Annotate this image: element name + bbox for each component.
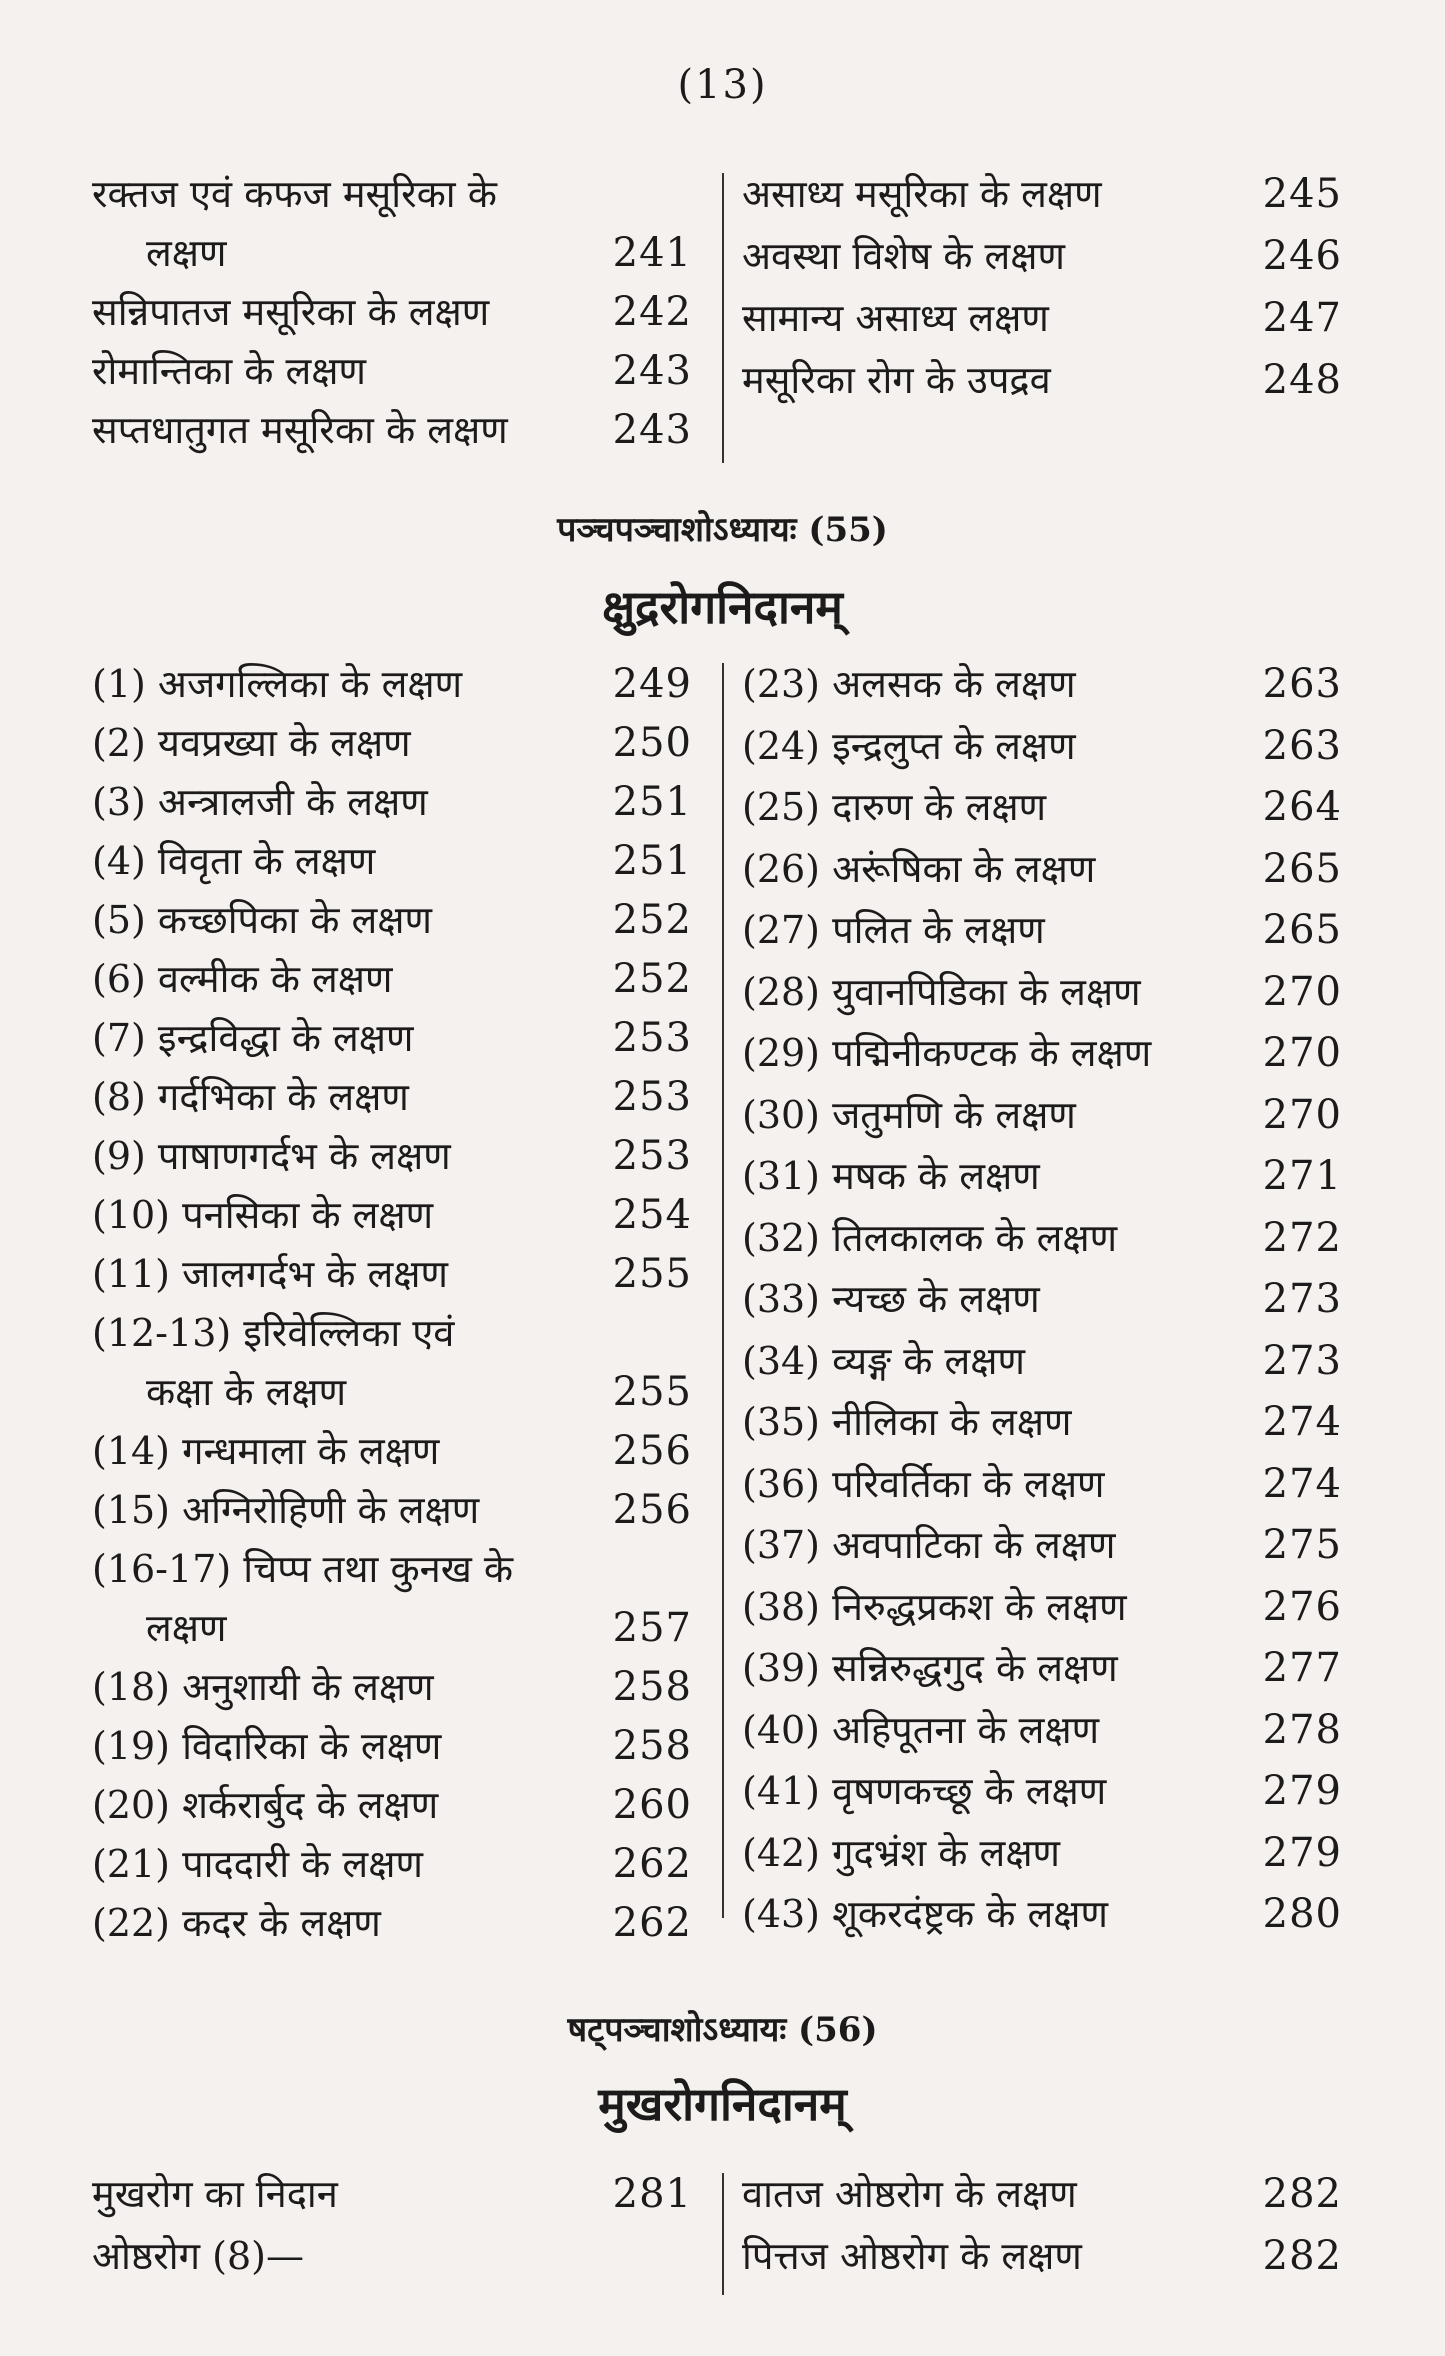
toc-entry <box>742 1086 1342 1148</box>
toc-entry <box>92 832 692 891</box>
toc-entry-page: 241 <box>612 230 692 276</box>
toc-entry-title: (3) अन्त्रालजी के लक्षण <box>92 780 428 824</box>
toc-entry <box>742 1024 1342 1086</box>
toc-entry-title: रक्तज एवं कफज मसूरिका के <box>92 172 497 216</box>
toc-entry-title: पित्तज ओष्ठरोग के लक्षण <box>742 2234 1082 2278</box>
toc-entry-page: 282 <box>1262 2171 1342 2217</box>
toc-entry <box>92 1186 692 1245</box>
toc-entry-title: (22) कदर के लक्षण <box>92 1901 381 1945</box>
column-divider <box>722 2173 724 2295</box>
toc-entry-page: 243 <box>612 407 692 453</box>
toc-entry <box>92 165 692 283</box>
toc-entry-title: (39) सन्निरुद्धगुद के लक्षण <box>742 1646 1118 1690</box>
toc-entry <box>92 1009 692 1068</box>
toc-entry-title: (24) इन्द्रलुप्त के लक्षण <box>742 723 1076 768</box>
toc-entry-title: (40) अहिपूतना के लक्षण <box>742 1707 1100 1752</box>
toc-entry-title: (16-17) चिप्प तथा कुनख के <box>92 1547 514 1591</box>
toc-entry-page: 270 <box>1262 1030 1342 1076</box>
toc-entry-page: 255 <box>612 1251 692 1297</box>
toc-entry-page: 249 <box>612 661 692 707</box>
toc-entry-title: (20) शर्करार्बुद के लक्षण <box>92 1783 439 1827</box>
toc-entry-page: 252 <box>612 956 692 1002</box>
toc-entry <box>742 2227 1342 2289</box>
column-divider <box>722 663 724 1918</box>
toc-entry-title: (38) निरुद्धप्रकश के लक्षण <box>742 1584 1127 1629</box>
toc-entry-page: 276 <box>1262 1583 1342 1630</box>
toc-entry-page: 277 <box>1262 1645 1342 1691</box>
toc-entry-title: (23) अलसक के लक्षण <box>742 662 1076 706</box>
toc-entry-page: 257 <box>612 1605 692 1651</box>
toc-entry-page: 272 <box>1262 1214 1342 1261</box>
toc-entry-page: 281 <box>612 2171 692 2217</box>
toc-entry-title: (33) न्यच्छ के लक्षण <box>742 1277 1040 1321</box>
toc-entry-title: (43) शूकरदंष्ट्रक के लक्षण <box>742 1892 1109 1936</box>
toc-entry-title: (1) अजगल्लिका के लक्षण <box>92 662 463 706</box>
toc-entry-page: 270 <box>1262 1091 1342 1138</box>
toc-entry-title: सन्निपातज मसूरिका के लक्षण <box>92 290 490 334</box>
toc-entry-page: 255 <box>612 1369 692 1415</box>
toc-entry <box>742 1516 1342 1578</box>
toc-entry-title: (7) इन्द्रविद्धा के लक्षण <box>92 1016 414 1060</box>
toc-entry-title: (4) विवृता के लक्षण <box>92 839 376 883</box>
chapter-title: क्षुद्ररोगनिदानम् <box>602 580 843 634</box>
toc-column-left <box>92 165 692 460</box>
toc-column-right <box>742 2165 1342 2289</box>
toc-entry-page: 256 <box>612 1428 692 1474</box>
toc-entry-title: (21) पाददारी के लक्षण <box>92 1842 423 1886</box>
toc-entry-title: ओष्ठरोग (8)— <box>92 2234 304 2278</box>
toc-entry-title: (19) विदारिका के लक्षण <box>92 1724 442 1768</box>
toc-entry-title: सप्तधातुगत मसूरिका के लक्षण <box>92 408 508 452</box>
toc-entry-page: 262 <box>612 1900 692 1946</box>
toc-entry-title: (8) गर्दभिका के लक्षण <box>92 1075 409 1119</box>
toc-entry <box>92 1304 692 1422</box>
toc-entry <box>92 1422 692 1481</box>
toc-entry <box>742 1147 1342 1209</box>
toc-entry-page: 250 <box>612 720 692 766</box>
toc-column-right <box>742 165 1342 413</box>
toc-entry-title: मसूरिका रोग के उपद्रव <box>742 358 1051 402</box>
toc-entry <box>92 2227 692 2289</box>
toc-entry-title-cont: लक्षण <box>146 1606 227 1650</box>
toc-entry-title: (30) जतुमणि के लक्षण <box>742 1092 1076 1137</box>
toc-entry <box>92 773 692 832</box>
toc-entry-page: 279 <box>1262 1829 1342 1876</box>
toc-entry <box>742 778 1342 840</box>
toc-entry-title: (42) गुदभ्रंश के लक्षण <box>742 1830 1061 1875</box>
toc-entry <box>742 227 1342 289</box>
toc-entry <box>92 1540 692 1658</box>
toc-entry-title: वातज ओष्ठरोग के लक्षण <box>742 2172 1077 2216</box>
toc-entry <box>742 351 1342 413</box>
toc-entry-page: 274 <box>1262 1460 1342 1507</box>
toc-entry <box>92 714 692 773</box>
toc-entry <box>742 165 1342 227</box>
toc-entry-title: सामान्य असाध्य लक्षण <box>742 296 1049 340</box>
chapter-heading: पञ्चपञ्चाशोऽध्यायः (55) <box>557 510 888 550</box>
toc-section-1 <box>92 165 1342 465</box>
toc-entry <box>92 342 692 401</box>
toc-entry-page: 253 <box>612 1074 692 1120</box>
toc-entry <box>92 283 692 342</box>
toc-entry-title: (27) पलित के लक्षण <box>742 908 1045 952</box>
toc-entry-title: (29) पद्मिनीकण्टक के लक्षण <box>742 1031 1152 1075</box>
toc-entry-title: (2) यवप्रख्या के लक्षण <box>92 721 411 765</box>
chapter-title: मुखरोगनिदानम् <box>598 2077 847 2131</box>
toc-column-left <box>92 2165 692 2289</box>
toc-entry-title: (35) नीलिका के लक्षण <box>742 1400 1072 1444</box>
toc-section-2 <box>92 655 1342 1965</box>
toc-entry-title: असाध्य मसूरिका के लक्षण <box>742 172 1102 216</box>
toc-entry-page: 251 <box>612 779 692 825</box>
toc-entry-title: (15) अग्निरोहिणी के लक्षण <box>92 1488 480 1532</box>
toc-entry-page: 246 <box>1262 233 1342 279</box>
toc-entry <box>92 1894 692 1953</box>
toc-entry <box>742 1209 1342 1271</box>
toc-entry-title: अवस्था विशेष के लक्षण <box>742 234 1065 278</box>
toc-entry-title-cont: कक्षा के लक्षण <box>146 1370 347 1414</box>
chapter-heading: षट्पञ्चाशोऽध्यायः (56) <box>567 2010 878 2050</box>
toc-entry <box>742 1393 1342 1455</box>
toc-entry-title: (12-13) इरिवेल्लिका एवं <box>92 1311 455 1355</box>
toc-entry-page: 264 <box>1262 784 1342 830</box>
toc-entry-page: 265 <box>1262 845 1342 892</box>
toc-entry-page: 273 <box>1262 1337 1342 1384</box>
toc-entry-title: (25) दारुण के लक्षण <box>742 785 1047 829</box>
toc-entry <box>92 1481 692 1540</box>
toc-entry <box>92 1835 692 1894</box>
toc-entry-page: 251 <box>612 838 692 884</box>
toc-entry-page: 270 <box>1262 968 1342 1015</box>
toc-entry-page: 263 <box>1262 722 1342 769</box>
toc-entry <box>742 901 1342 963</box>
toc-entry-title: (26) अरूंषिका के लक्षण <box>742 846 1096 891</box>
toc-entry-page: 282 <box>1262 2233 1342 2279</box>
toc-entry <box>742 1332 1342 1394</box>
toc-entry-page: 252 <box>612 897 692 943</box>
toc-entry-title: (32) तिलकालक के लक्षण <box>742 1215 1118 1260</box>
toc-entry-title: (37) अवपाटिका के लक्षण <box>742 1523 1116 1567</box>
toc-entry <box>92 1717 692 1776</box>
toc-entry-title: मुखरोग का निदान <box>92 2172 338 2216</box>
toc-entry <box>742 717 1342 779</box>
toc-entry <box>92 1658 692 1717</box>
toc-entry-title: (36) परिवर्तिका के लक्षण <box>742 1461 1105 1506</box>
toc-entry <box>92 891 692 950</box>
toc-entry-page: 258 <box>612 1723 692 1769</box>
toc-entry-title-cont: लक्षण <box>146 231 227 275</box>
toc-entry <box>742 1455 1342 1517</box>
toc-entry-page: 275 <box>1262 1522 1342 1568</box>
toc-entry-page: 273 <box>1262 1276 1342 1322</box>
toc-entry <box>92 1127 692 1186</box>
toc-entry-page: 263 <box>1262 661 1342 707</box>
toc-entry-page: 260 <box>612 1782 692 1828</box>
toc-entry-title: (6) वल्मीक के लक्षण <box>92 957 393 1001</box>
toc-entry-title: (31) मषक के लक्षण <box>742 1154 1040 1198</box>
toc-entry-page: 278 <box>1262 1706 1342 1753</box>
toc-entry-page: 279 <box>1262 1768 1342 1814</box>
toc-entry-page: 247 <box>1262 295 1342 341</box>
toc-entry <box>92 950 692 1009</box>
toc-entry-title: (34) व्यङ्ग के लक्षण <box>742 1338 1025 1383</box>
toc-entry-page: 274 <box>1262 1399 1342 1445</box>
toc-entry-page: 245 <box>1262 171 1342 217</box>
column-divider <box>722 173 724 463</box>
toc-entry <box>742 2165 1342 2227</box>
toc-entry-title: (5) कच्छपिका के लक्षण <box>92 898 432 942</box>
toc-entry <box>92 401 692 460</box>
toc-entry-page: 265 <box>1262 907 1342 953</box>
toc-entry-page: 253 <box>612 1133 692 1179</box>
toc-entry <box>742 1270 1342 1332</box>
toc-entry-page: 243 <box>612 348 692 394</box>
toc-entry <box>742 289 1342 351</box>
toc-column-left <box>92 655 692 1953</box>
toc-entry <box>742 1824 1342 1886</box>
toc-entry-title: (28) युवानपिडिका के लक्षण <box>742 969 1141 1014</box>
toc-entry-title: (18) अनुशायी के लक्षण <box>92 1665 434 1709</box>
toc-entry <box>92 1245 692 1304</box>
toc-entry-title: रोमान्तिका के लक्षण <box>92 349 367 393</box>
toc-entry-page: 254 <box>612 1192 692 1238</box>
toc-entry <box>92 655 692 714</box>
toc-entry <box>742 1762 1342 1824</box>
toc-entry-page: 253 <box>612 1015 692 1061</box>
toc-entry-page: 280 <box>1262 1891 1342 1937</box>
page-number: (13) <box>677 62 768 108</box>
toc-entry-page: 262 <box>612 1841 692 1887</box>
toc-entry-title: (9) पाषाणगर्दभ के लक्षण <box>92 1134 451 1178</box>
toc-entry <box>742 1701 1342 1763</box>
toc-entry <box>742 1639 1342 1701</box>
toc-section-3 <box>92 2165 1342 2305</box>
toc-column-right <box>742 655 1342 1947</box>
toc-entry <box>742 963 1342 1025</box>
toc-entry-title: (14) गन्धमाला के लक्षण <box>92 1429 440 1473</box>
toc-entry-title: (10) पनसिका के लक्षण <box>92 1193 434 1237</box>
toc-entry <box>92 2165 692 2227</box>
toc-entry-page: 258 <box>612 1664 692 1710</box>
toc-entry <box>742 1578 1342 1640</box>
toc-entry <box>742 655 1342 717</box>
toc-entry-page: 242 <box>612 289 692 335</box>
toc-entry <box>742 1885 1342 1947</box>
toc-entry-page: 248 <box>1262 357 1342 403</box>
toc-entry <box>742 840 1342 902</box>
toc-entry-title: (41) वृषणकच्छू के लक्षण <box>742 1769 1107 1813</box>
toc-entry <box>92 1776 692 1835</box>
toc-entry-page: 256 <box>612 1487 692 1533</box>
toc-entry-title: (11) जालगर्दभ के लक्षण <box>92 1252 448 1296</box>
toc-entry-page: 271 <box>1262 1153 1342 1199</box>
toc-entry <box>92 1068 692 1127</box>
